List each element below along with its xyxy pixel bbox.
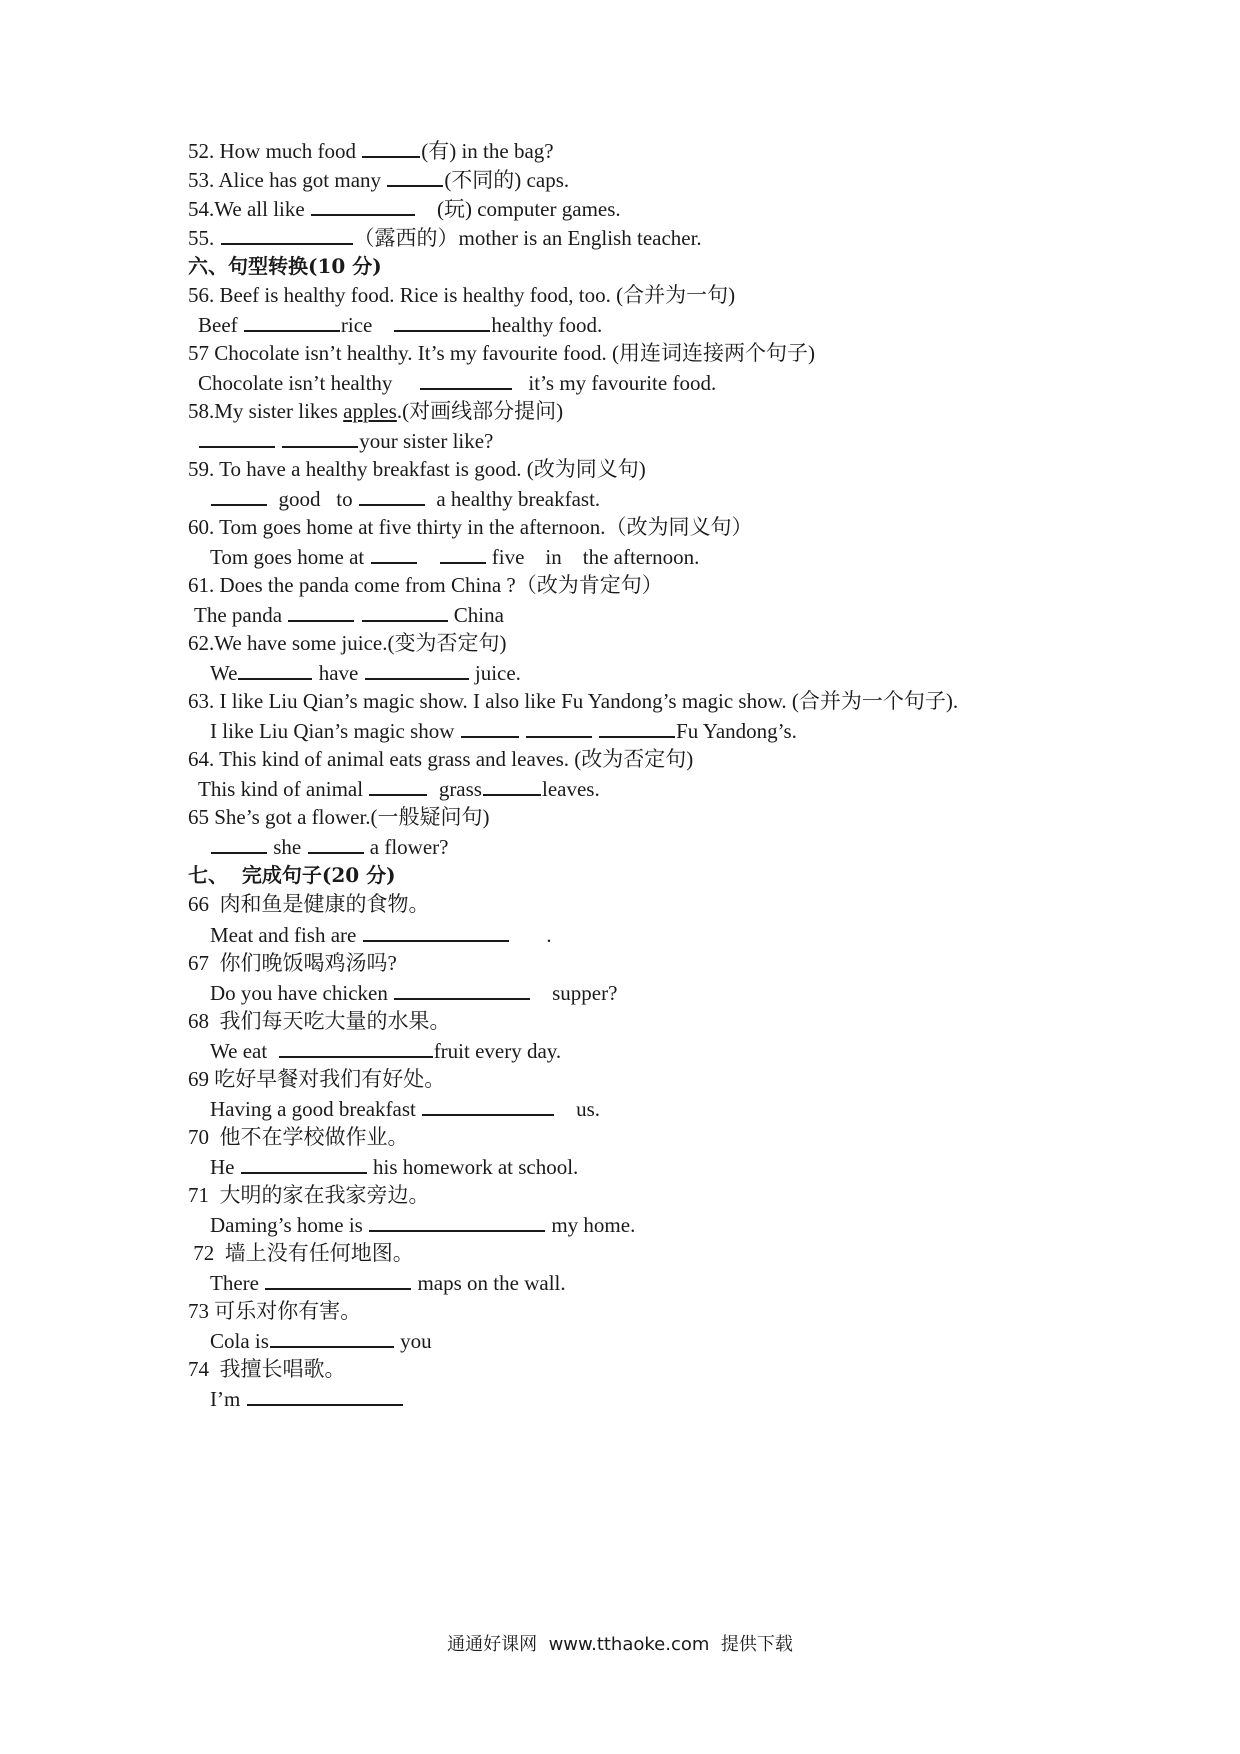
question-58-prompt: 58.My sister likes apples.(对画线部分提问) (188, 399, 564, 423)
answer-blank[interactable] (270, 1326, 394, 1348)
question-57-answer: Chocolate isn’t healthy it’s my favourite food. (198, 368, 716, 396)
answer-blank[interactable] (221, 223, 353, 245)
answer-blank[interactable] (265, 1268, 411, 1290)
question-59-answer: good to a healthy breakfast. (210, 484, 600, 512)
answer-blank[interactable] (369, 1210, 545, 1232)
question-73-prompt: 73 可乐对你有害。 (188, 1299, 362, 1323)
question-64-prompt: 64. This kind of animal eats grass and leaves. (改为否定句) (188, 747, 694, 771)
question-69-prompt: 69 吃好早餐对我们有好处。 (188, 1067, 446, 1091)
question-74-answer: I’m (210, 1384, 404, 1412)
answer-blank[interactable] (359, 484, 425, 506)
question-64-answer: This kind of animal grass leaves. (198, 774, 600, 802)
question-63-answer: I like Liu Qian’s magic show Fu Yandong’s. (210, 716, 797, 744)
question-65-prompt: 65 She’s got a flower.(一般疑问句) (188, 805, 490, 829)
question-60-answer: Tom goes home at five in the afternoon. (210, 542, 699, 570)
question-62-answer: We have juice. (210, 658, 521, 686)
question-68-prompt: 68 我们每天吃大量的水果。 (188, 1009, 451, 1033)
answer-blank[interactable] (394, 978, 530, 1000)
question-62-prompt: 62.We have some juice.(变为否定句) (188, 631, 507, 655)
answer-blank[interactable] (282, 426, 358, 448)
question-58-answer: your sister like? (198, 426, 493, 454)
question-57-prompt: 57 Chocolate isn’t healthy. It’s my favourite food. (用连词连接两个句子) (188, 341, 815, 365)
answer-blank[interactable] (387, 165, 443, 187)
answer-blank[interactable] (422, 1094, 554, 1116)
question-66-answer: Meat and fish are . (210, 920, 552, 948)
answer-blank[interactable] (440, 542, 486, 564)
question-52: 52. How much food (有) in the bag? (188, 136, 554, 164)
question-61-prompt: 61. Does the panda come from China ?（改为肯定句） (188, 573, 663, 597)
answer-blank[interactable] (279, 1036, 433, 1058)
answer-blank[interactable] (461, 716, 519, 738)
question-72-prompt: 72 墙上没有任何地图。 (188, 1241, 414, 1265)
answer-blank[interactable] (211, 832, 267, 854)
answer-blank[interactable] (365, 658, 469, 680)
question-56-prompt: 56. Beef is healthy food. Rice is healthy food, too. (合并为一句) (188, 283, 736, 307)
question-54: 54.We all like (玩) computer games. (188, 194, 621, 222)
question-67-answer: Do you have chicken supper? (210, 978, 617, 1006)
question-59-prompt: 59. To have a healthy breakfast is good. (改为同义句) (188, 457, 646, 481)
question-65-answer: she a flower? (210, 832, 448, 860)
answer-blank[interactable] (308, 832, 364, 854)
answer-blank[interactable] (247, 1384, 403, 1406)
answer-blank[interactable] (526, 716, 592, 738)
question-74-prompt: 74 我擅长唱歌。 (188, 1357, 346, 1381)
answer-blank[interactable] (362, 600, 448, 622)
question-71-prompt: 71 大明的家在我家旁边。 (188, 1183, 430, 1207)
question-61-answer: The panda China (194, 600, 504, 628)
question-73-answer: Cola is you (210, 1326, 432, 1354)
question-70-prompt: 70 他不在学校做作业。 (188, 1125, 409, 1149)
question-56-answer: Beef rice healthy food. (198, 310, 602, 338)
answer-blank[interactable] (241, 1152, 367, 1174)
answer-blank[interactable] (362, 136, 420, 158)
section-6-heading: 六、句型转换(10 分) (188, 254, 382, 278)
answer-blank[interactable] (288, 600, 354, 622)
answer-blank[interactable] (363, 920, 509, 942)
answer-blank[interactable] (211, 484, 267, 506)
answer-blank[interactable] (199, 426, 275, 448)
answer-blank[interactable] (311, 194, 415, 216)
question-70-answer: He his homework at school. (210, 1152, 578, 1180)
answer-blank[interactable] (420, 368, 512, 390)
question-66-prompt: 66 肉和鱼是健康的食物。 (188, 892, 430, 916)
answer-blank[interactable] (244, 310, 340, 332)
footer-source: 通通好课网 www.tthaoke.com 提供下载 (447, 1634, 793, 1655)
answer-blank[interactable] (394, 310, 490, 332)
answer-blank[interactable] (369, 774, 427, 796)
question-69-answer: Having a good breakfast us. (210, 1094, 600, 1122)
question-63-prompt: 63. I like Liu Qian’s magic show. I also like Fu Yandong’s magic show. (合并为一个句子). (188, 689, 959, 713)
question-55: 55. （露西的）mother is an English teacher. (188, 223, 702, 251)
answer-blank[interactable] (371, 542, 417, 564)
question-67-prompt: 67 你们晚饭喝鸡汤吗? (188, 951, 397, 975)
question-68-answer: We eat fruit every day. (210, 1036, 561, 1064)
question-72-answer: There maps on the wall. (210, 1268, 566, 1296)
section-7-heading: 七、 完成句子(20 分) (188, 863, 396, 887)
question-53: 53. Alice has got many (不同的) caps. (188, 165, 569, 193)
answer-blank[interactable] (238, 658, 312, 680)
question-71-answer: Daming’s home is my home. (210, 1210, 635, 1238)
answer-blank[interactable] (599, 716, 675, 738)
answer-blank[interactable] (483, 774, 541, 796)
question-60-prompt: 60. Tom goes home at five thirty in the afternoon.（改为同义句） (188, 515, 753, 539)
